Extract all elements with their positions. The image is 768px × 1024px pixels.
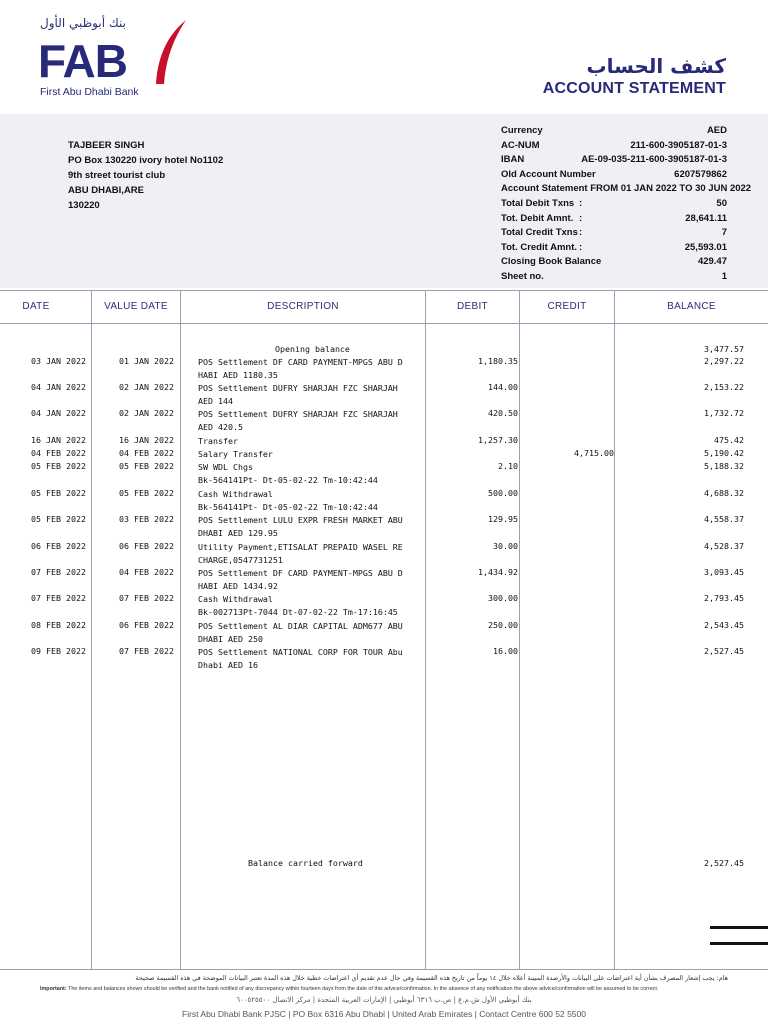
txn-value-date: 03 FEB 2022	[119, 514, 174, 524]
notice-text: The items and balances shown should be verified and the bank notified of any discrepancy within fourteen days from the date of this advice/confirmation. In the absence of any notification the above advice/confirmation will be assumed to be correct.	[68, 986, 659, 992]
txn-description-line: POS Settlement DUFRY SHARJAH FZC SHARJAH	[198, 409, 398, 419]
summary-label: AC-NUM	[501, 139, 540, 151]
summary-value: 211-600-3905187-01-3	[630, 139, 727, 151]
txn-balance: 2,153.22	[704, 382, 744, 392]
footer-english-address: First Abu Dhabi Bank PJSC | PO Box 6316 Abu Dhabi | United Arab Emirates | Contact Centre 600 52 5500	[182, 1009, 586, 1019]
address-line-2: 9th street tourist club	[68, 170, 166, 181]
table-bottom-rule	[0, 969, 768, 970]
carried-forward-label: Balance carried forward	[248, 858, 363, 868]
txn-description	[198, 514, 420, 540]
column-divider	[180, 290, 181, 970]
table-header-rule	[0, 323, 768, 324]
column-divider	[91, 290, 92, 970]
address-postcode: 130220	[68, 200, 100, 211]
summary-value: 7	[721, 227, 727, 239]
summary-value: 28,641.11	[685, 212, 727, 224]
txn-description	[198, 541, 420, 567]
txn-balance: 2,793.45	[704, 593, 744, 603]
txn-value-date: 02 JAN 2022	[119, 408, 174, 418]
txn-date: 06 FEB 2022	[31, 541, 86, 551]
account-summary-row	[501, 124, 727, 139]
summary-label: Tot. Credit Amnt.	[501, 241, 577, 253]
txn-description-line: POS Settlement DF CARD PAYMENT-MPGS ABU D	[198, 568, 403, 578]
txn-description-line: POS Settlement LULU EXPR FRESH MARKET ABU	[198, 515, 403, 525]
account-summary-row	[501, 270, 727, 285]
customer-address	[68, 138, 223, 213]
txn-value-date: 02 JAN 2022	[119, 382, 174, 392]
page-title: ACCOUNT STATEMENT	[542, 80, 726, 97]
account-summary-row	[501, 226, 727, 241]
column-header-credit: CREDIT	[547, 301, 587, 312]
account-summary-row	[501, 153, 727, 168]
txn-value-date: 06 FEB 2022	[119, 620, 174, 630]
summary-value: 6207579862	[674, 168, 727, 180]
txn-date: 03 JAN 2022	[31, 356, 86, 366]
txn-debit: 16.00	[493, 646, 518, 656]
txn-description-line: Bk-002713Pt-7044 Dt-07-02-22 Tm-17:16:45	[198, 607, 398, 617]
txn-description-line: Bk-564141Pt- Dt-05-02-22 Tm-10:42:44	[198, 502, 378, 512]
txn-date: 05 FEB 2022	[31, 514, 86, 524]
txn-debit: 250.00	[488, 620, 518, 630]
txn-description-line: POS Settlement NATIONAL CORP FOR TOUR Abu	[198, 647, 403, 657]
txn-value-date: 04 FEB 2022	[119, 448, 174, 458]
txn-description	[198, 620, 420, 646]
txn-balance: 475.42	[714, 435, 744, 445]
account-summary-row	[501, 139, 727, 154]
summary-value: 50	[716, 197, 727, 209]
notice-label: Important:	[40, 986, 67, 992]
txn-debit: 1,180.35	[478, 356, 518, 366]
txn-description	[198, 356, 420, 382]
summary-value: 1	[721, 270, 727, 282]
summary-label: Closing Book Balance	[501, 256, 602, 268]
txn-date: 16 JAN 2022	[31, 435, 86, 445]
column-header-description: DESCRIPTION	[267, 301, 339, 312]
txn-balance: 1,732.72	[704, 408, 744, 418]
customer-name: TAJBEER SINGH	[68, 140, 145, 151]
txn-date: 09 FEB 2022	[31, 646, 86, 656]
txn-description-line: Utility Payment,ETISALAT PREPAID WASEL RE	[198, 542, 403, 552]
txn-description	[198, 461, 420, 487]
summary-label: Old Account Number	[501, 168, 596, 180]
txn-balance: 2,543.45	[704, 620, 744, 630]
txn-description-line: SW WDL Chgs	[198, 462, 253, 472]
txn-description	[198, 646, 420, 672]
logo-bank-name: First Abu Dhabi Bank	[40, 86, 139, 98]
txn-date: 04 JAN 2022	[31, 408, 86, 418]
txn-date: 04 JAN 2022	[31, 382, 86, 392]
txn-description-line: HABI AED 1180.35	[198, 370, 278, 380]
column-divider	[425, 290, 426, 970]
txn-description	[198, 435, 420, 448]
txn-description-line: POS Settlement AL DIAR CAPITAL ADM677 ABU	[198, 621, 403, 631]
txn-description-line: Bk-564141Pt- Dt-05-02-22 Tm-10:42:44	[198, 475, 378, 485]
summary-label: Sheet no.	[501, 270, 544, 282]
end-rule	[710, 942, 768, 945]
opening-balance-amount: 3,477.57	[704, 344, 744, 354]
fab-logo	[38, 14, 188, 100]
txn-balance: 4,528.37	[704, 541, 744, 551]
txn-balance: 3,093.45	[704, 567, 744, 577]
address-line-1: PO Box 130220 ivory hotel No1102	[68, 155, 224, 166]
summary-label: IBAN	[501, 154, 525, 166]
txn-date: 08 FEB 2022	[31, 620, 86, 630]
txn-balance: 2,527.45	[704, 646, 744, 656]
txn-debit: 129.95	[488, 514, 518, 524]
txn-description-line: HABI AED 1434.92	[198, 581, 278, 591]
txn-debit: 1,257.30	[478, 435, 518, 445]
txn-balance: 4,558.37	[704, 514, 744, 524]
txn-debit: 500.00	[488, 488, 518, 498]
summary-value: AE-09-035-211-600-3905187-01-3	[581, 154, 727, 166]
summary-label: Currency	[501, 125, 543, 136]
txn-value-date: 06 FEB 2022	[119, 541, 174, 551]
txn-credit: 4,715.00	[574, 448, 614, 458]
txn-debit: 2.10	[498, 461, 518, 471]
summary-label: Tot. Debit Amnt.	[501, 212, 574, 224]
txn-description	[198, 448, 420, 461]
footer-arabic-notice: هام: يجب إشعار المصرف بشأن أية اعتراضات على البيانات والأرصدة المبينة أعلاه خلال ١٤ يوماً من تاريخ هذه القسيمة وفي حال عدم تقديم أي اعتراضات خطية خلال هذه المدة تعتبر البيانات الموضحة في هذه القسيمة صحيحة	[135, 974, 728, 982]
txn-description	[198, 593, 420, 619]
summary-value: 429.47	[697, 256, 727, 268]
txn-debit: 300.00	[488, 593, 518, 603]
account-summary-row	[501, 255, 727, 270]
txn-description-line: Salary Transfer	[198, 449, 273, 459]
txn-description-line: POS Settlement DUFRY SHARJAH FZC SHARJAH	[198, 383, 398, 393]
column-header-balance: BALANCE	[667, 301, 716, 312]
txn-debit: 30.00	[493, 541, 518, 551]
txn-description-line: DHABI AED 250	[198, 634, 263, 644]
txn-balance: 4,688.32	[704, 488, 744, 498]
txn-value-date: 07 FEB 2022	[119, 593, 174, 603]
logo-arabic-name: بنك أبوظبي الأول	[40, 16, 126, 30]
logo-mark: FAB	[38, 35, 127, 87]
column-header-date: DATE	[22, 301, 50, 312]
account-summary-row	[501, 182, 752, 197]
opening-balance-label: Opening balance	[275, 344, 350, 354]
txn-balance: 5,188.32	[704, 461, 744, 471]
txn-debit: 144.00	[488, 382, 518, 392]
txn-description-line: Transfer	[198, 436, 238, 446]
account-summary-row	[501, 168, 727, 183]
summary-colon: :	[579, 212, 583, 224]
txn-value-date: 04 FEB 2022	[119, 567, 174, 577]
txn-value-date: 01 JAN 2022	[119, 356, 174, 366]
txn-debit: 1,434.92	[478, 567, 518, 577]
txn-date: 07 FEB 2022	[31, 593, 86, 603]
summary-label: Account Statement FROM 01 JAN 2022 TO 30 JUN 2022	[501, 183, 752, 195]
footer-arabic-address: بنك أبوظبي الأول ش.م.ع | ص.ب ٦٣١٦ أبوظبي | الإمارات العربية المتحدة | مركز الاتصال ٦٠٠٥٢٥٥٠٠	[236, 996, 532, 1004]
carried-forward-amount: 2,527.45	[704, 858, 744, 868]
txn-balance: 2,297.22	[704, 356, 744, 366]
logo-swoosh-icon	[146, 18, 188, 88]
txn-description-line: CHARGE,0547731251	[198, 555, 283, 565]
txn-description-line: Dhabi AED 16	[198, 660, 258, 670]
summary-colon: :	[579, 241, 583, 253]
txn-value-date: 05 FEB 2022	[119, 461, 174, 471]
account-summary	[501, 124, 752, 285]
footer-english-notice	[40, 986, 658, 992]
txn-value-date: 16 JAN 2022	[119, 435, 174, 445]
txn-date: 05 FEB 2022	[31, 461, 86, 471]
txn-description-line: Cash Withdrawal	[198, 489, 273, 499]
summary-colon: :	[579, 197, 583, 209]
summary-label: Total Credit Txns	[501, 227, 578, 239]
account-summary-row	[501, 241, 727, 256]
summary-value: AED	[706, 125, 727, 136]
column-header-debit: DEBIT	[457, 301, 488, 312]
column-divider	[614, 290, 615, 970]
txn-date: 04 FEB 2022	[31, 448, 86, 458]
txn-value-date: 05 FEB 2022	[119, 488, 174, 498]
summary-label: Total Debit Txns	[501, 197, 575, 209]
column-divider	[519, 290, 520, 970]
txn-balance: 5,190.42	[704, 448, 744, 458]
txn-description-line: AED 144	[198, 396, 233, 406]
address-city: ABU DHABI,ARE	[68, 185, 144, 196]
txn-date: 07 FEB 2022	[31, 567, 86, 577]
txn-description-line: AED 420.5	[198, 422, 243, 432]
title-arabic: كشف الحساب	[586, 54, 726, 78]
txn-description	[198, 567, 420, 593]
txn-debit: 420.50	[488, 408, 518, 418]
summary-value: 25,593.01	[684, 241, 727, 253]
txn-date: 05 FEB 2022	[31, 488, 86, 498]
txn-description-line: Cash Withdrawal	[198, 594, 273, 604]
txn-description-line: DHABI AED 129.95	[198, 528, 278, 538]
end-rule	[710, 926, 768, 929]
txn-value-date: 07 FEB 2022	[119, 646, 174, 656]
summary-colon: :	[579, 227, 583, 239]
txn-description	[198, 382, 420, 408]
txn-description	[198, 408, 420, 434]
txn-description-line: POS Settlement DF CARD PAYMENT-MPGS ABU D	[198, 357, 403, 367]
account-summary-row	[501, 197, 727, 212]
table-top-rule	[0, 290, 768, 291]
account-summary-row	[501, 212, 727, 227]
txn-description	[198, 488, 420, 514]
column-header-value-date: VALUE DATE	[104, 301, 168, 312]
